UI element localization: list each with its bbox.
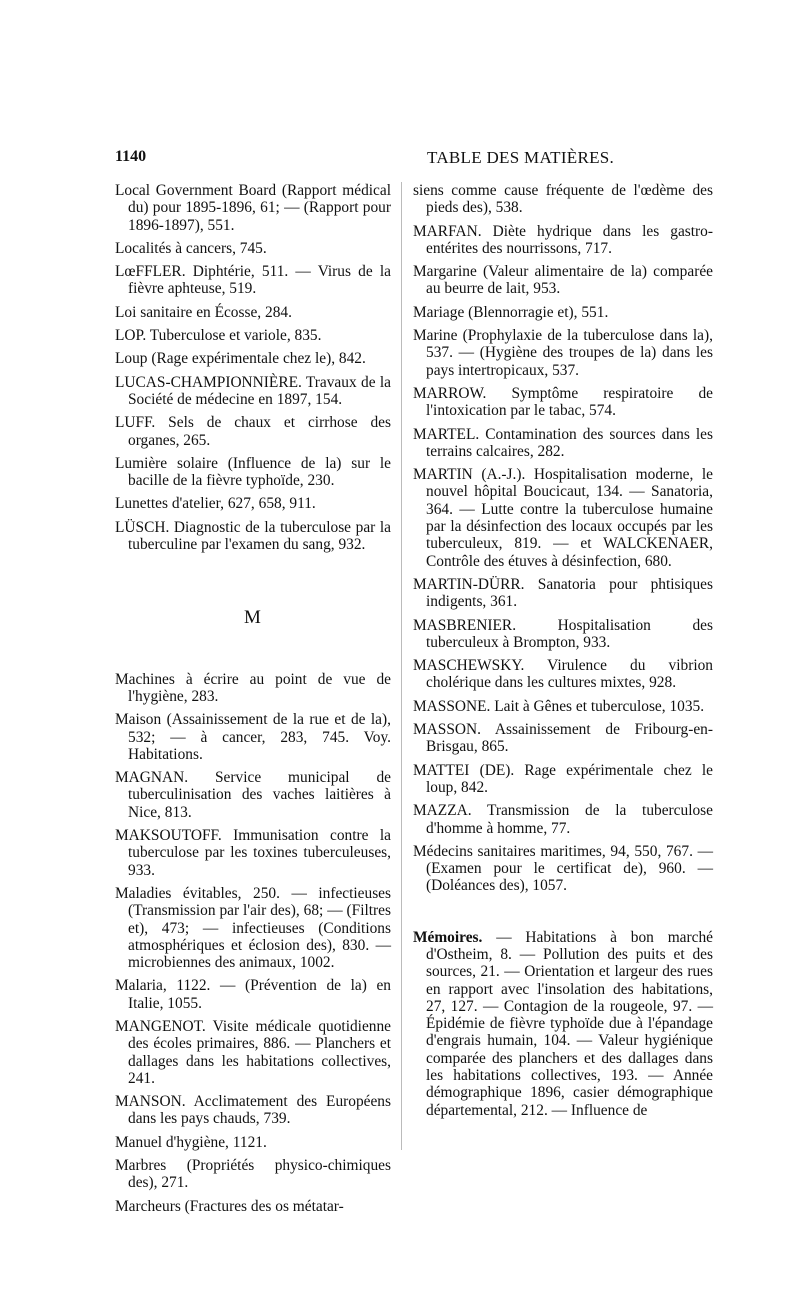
index-entry: Manuel d'hygiène, 1121. — [115, 1133, 267, 1151]
index-entry: Loi sanitaire en Écosse, 284. — [115, 303, 292, 321]
index-entry: MATTEI (DE). Rage expérimentale chez le loup, 842. — [413, 761, 713, 796]
index-entry: Local Government Board (Rapport médical du) pour 1895-1896, 61; — (Rapport pour 1896-1897), 551. — [115, 182, 391, 234]
index-entry: LOP. Tuberculose et variole, 835. — [115, 327, 322, 345]
right-column — [413, 182, 713, 1125]
memoires-entry — [413, 929, 713, 1119]
index-entry: siens comme cause fréquente de l'œdème des pieds des), 538. — [413, 182, 713, 217]
index-entry: MARTEL. Contamination des sources dans les terrains calcaires, 282. — [413, 425, 713, 460]
entries-m-continued — [413, 182, 713, 895]
index-entry: Margarine (Valeur alimentaire de la) comparée au beurre de lait, 953. — [413, 263, 713, 298]
index-entry: MAGNAN. Service municipal de tuberculinisation des vaches laitières à Nice, 813. — [115, 769, 391, 821]
index-entry: LÜSCH. Diagnostic de la tuberculose par la tuberculine par l'examen du sang, 932. — [115, 518, 391, 554]
entries-m-section — [115, 671, 391, 1215]
index-entry: LUCAS-CHAMPIONNIÈRE. Travaux de la Société de médecine en 1897, 154. — [115, 373, 391, 408]
index-entry: MASCHEWSKY. Virulence du vibrion cholérique dans les cultures mixtes, 928. — [413, 657, 713, 692]
index-entry: MANGENOT. Visite médicale quotidienne des écoles primaires, 886. — Planchers et dallages dans les habitations collectives, 241. — [115, 1017, 391, 1087]
index-entry: MARFAN. Diète hydrique dans les gastro-entérites des nourrissons, 717. — [413, 222, 713, 257]
index-entry: Malaria, 1122. — (Prévention de la) en Italie, 1055. — [115, 977, 391, 1012]
section-gap — [413, 901, 713, 929]
index-entry: Localités à cancers, 745. — [115, 239, 267, 257]
page-header — [115, 148, 715, 174]
index-entry: Mariage (Blennorragie et), 551. — [413, 303, 609, 321]
index-entry: MAKSOUTOFF. Immunisation contre la tuberculose par les toxines tuberculeuses, 933. — [115, 827, 391, 879]
index-entry: MAZZA. Transmission de la tuberculose d'homme à homme, 77. — [413, 802, 713, 837]
entries-l-section — [115, 182, 391, 553]
memoires-label: Mémoires. — [413, 928, 483, 946]
index-entry: Machines à écrire au point de vue de l'hygiène, 283. — [115, 670, 391, 705]
left-column — [115, 182, 391, 1221]
index-entry: Marine (Prophylaxie de la tuberculose dans la), 537. — (Hygiène des troupes de la) dans les pays intertropicaux, 537. — [413, 327, 713, 379]
index-entry: Lumière solaire (Influence de la) sur le bacille de la fièvre typhoïde, 230. — [115, 454, 391, 490]
index-entry: Maison (Assainissement de la rue et de la), 532; — à cancer, 283, 745. Voy. Habitations. — [115, 711, 391, 763]
index-entry: Loup (Rage expérimentale chez le), 842. — [115, 350, 366, 368]
index-entry: LœFFLER. Diphtérie, 511. — Virus de la fièvre aphteuse, 519. — [115, 263, 391, 298]
index-entry: Médecins sanitaires maritimes, 94, 550, 767. — (Examen pour le certificat de), 960. — (Doléances des), 1057. — [413, 842, 713, 895]
index-entry: MANSON. Acclimatement des Européens dans les pays chauds, 739. — [115, 1093, 391, 1128]
memoires-text: — Habitations à bon marché d'Ostheim, 8. — Pollution des puits et des sources, 21. — Orientation et largeur des rues en rapport avec l'insolation des habitations, 27, 127. — Contagion de la rougeole, 97. — Épidémie de fièvre typhoïde due à l'épandage d'engrais humain, 104. — Valeur hygiénique comparée des planchers et des dallages dans les habitations collectives, 193. — Année démographique 1896, casier démographique départemental, 212. — Influence de — [426, 928, 713, 1119]
running-title: TABLE DES MATIÈRES. — [427, 148, 615, 167]
index-entry: Marbres (Propriétés physico-chimiques des), 271. — [115, 1157, 391, 1192]
index-entry: Marcheurs (Fractures des os métatar- — [115, 1197, 344, 1215]
page-number: 1140 — [115, 148, 147, 165]
index-entry: Maladies évitables, 250. — infectieuses (Transmission par l'air des), 68; — (Filtres et), 473; — infectieuses (Conditions atmosphériques et éclosion des), 830. — microbiennes des animaux, 1002. — [115, 884, 391, 972]
section-letter-m: M — [244, 607, 262, 629]
index-entry: Lunettes d'atelier, 627, 658, 911. — [115, 495, 316, 513]
column-divider — [401, 182, 402, 1150]
index-entry: MARTIN-DÜRR. Sanatoria pour phtisiques indigents, 361. — [413, 575, 713, 611]
index-entry: MARROW. Symptôme respiratoire de l'intoxication par le tabac, 574. — [413, 384, 713, 420]
index-entry: LUFF. Sels de chaux et cirrhose des organes, 265. — [115, 414, 391, 449]
index-entry: MASBRENIER. Hospitalisation des tuberculeux à Brompton, 933. — [413, 616, 713, 651]
index-entry: MARTIN (A.-J.). Hospitalisation moderne, le nouvel hôpital Boucicaut, 134. — Sanatoria, 364. — Lutte contre la tuberculose humaine par la désinfection des locaux occupés par les tuberculeux, 819. — et WALCKENAER, Contrôle des étuves à désinfection, 680. — [413, 466, 713, 570]
index-entry: MASSONE. Lait à Gênes et tuberculose, 1035. — [413, 697, 705, 715]
index-entry: MASSON. Assainissement de Fribourg-en-Brisgau, 865. — [413, 721, 713, 756]
